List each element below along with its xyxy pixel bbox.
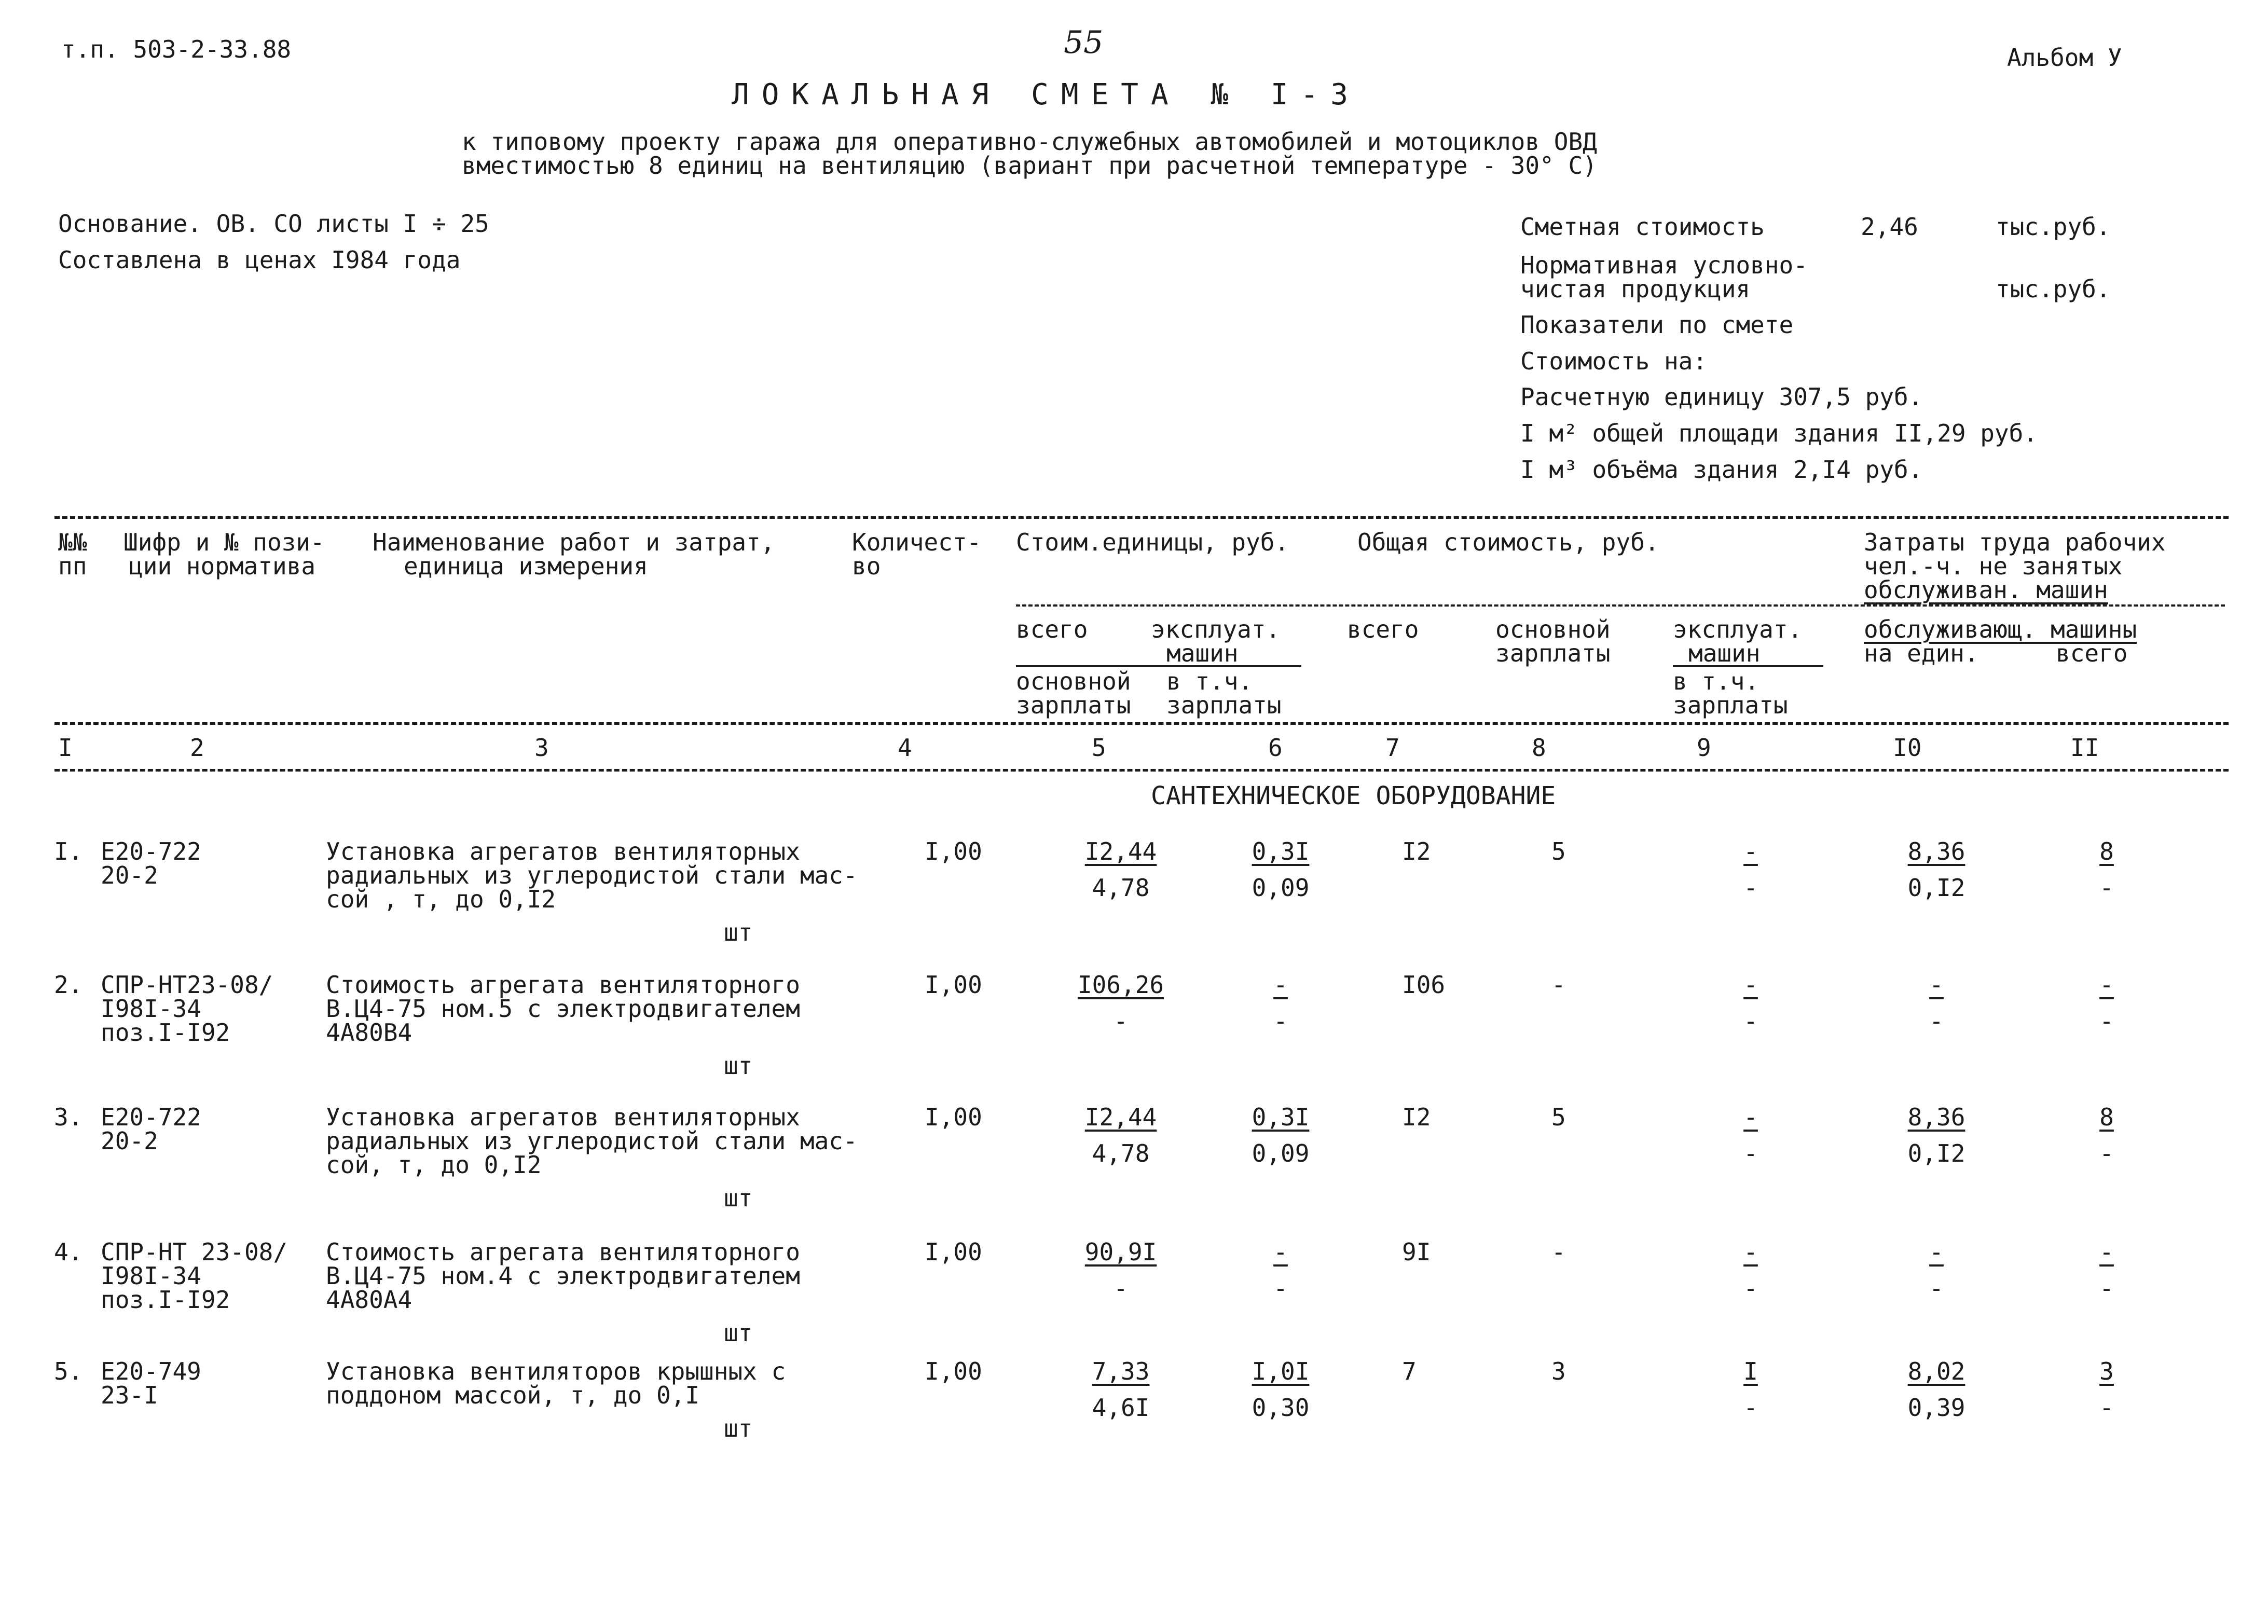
total-machines: - [1743,1103,1758,1131]
unit-of-measure: шт [724,1052,753,1080]
total-cost: I2 [1402,1103,1431,1131]
labor-header-a: Затраты труда рабочих [1864,528,2166,556]
unit-cost-wage: 4,78 [1092,874,1150,902]
unit-of-measure: шт [724,918,753,946]
unit-cost-total: 90,9I [1084,1238,1157,1266]
unit-of-measure: шт [724,1319,753,1347]
total-cost-header: Общая стоимость, руб. [1357,528,1659,556]
column-number: 2 [190,734,204,762]
estimate-cost-unit: тыс.руб. [1996,213,2111,241]
column-number: 9 [1697,734,1711,762]
work-description [326,1105,858,1177]
norm-code-line: I98I-34 [101,995,201,1023]
col1-header-a: №№ [58,528,87,556]
unit-cost-total: 7,33 [1092,1357,1150,1385]
per-m2-cost: I м² общей площади здания II,29 руб. [1520,419,2038,447]
column-number: 8 [1532,734,1546,762]
labor-machines-total: - [2099,1007,2114,1035]
norm-code-line: Е20-722 [101,837,201,865]
row-number: 5. [54,1357,83,1385]
norm-code-line: 20-2 [101,861,158,889]
labor-header-c: обслуживан. машин [1864,576,2108,604]
column-number: 6 [1268,734,1283,762]
unit-cost-machines: 0,3I [1252,837,1310,865]
unit-cost-machines-wage: 0,30 [1252,1394,1310,1422]
col5-sub-total: всего [1016,615,1088,643]
norm-code [101,971,273,1047]
unit-of-measure: шт [724,1184,753,1212]
work-description-line: Стоимость агрегата вентиляторного [326,971,800,999]
col11-sub-total: всего [2056,639,2128,667]
unit-cost-total: I06,26 [1077,971,1164,999]
col9-sub-mach-a: эксплуат. [1673,615,1803,643]
col6-sub-mach-a: эксплуат. [1151,615,1281,643]
col10-sub-a: обслуживающ. машины [1864,615,2137,643]
col4-header-a: Количест- [852,528,982,556]
norm-code-line: поз.I-I92 [101,1019,230,1047]
labor-machines-total: - [2099,874,2114,902]
total-base-wage: - [1551,1238,1566,1266]
total-machines-wage: - [1743,1394,1758,1422]
norm-code [101,1359,201,1407]
work-description-line: 4А80В4 [326,1019,413,1047]
normative-label-2: чистая продукция [1520,275,1751,303]
total-base-wage: 5 [1551,1103,1566,1131]
labor-machines-total: - [2099,1139,2114,1167]
col6-sub-mach-b: машин [1166,639,1239,667]
column-number: 7 [1385,734,1400,762]
table-top-rule [54,516,2229,519]
labor-per-unit: 8,02 [1907,1357,1965,1385]
total-machines: - [1743,837,1758,865]
total-base-wage: 5 [1551,837,1566,865]
unit-cost-machines-wage: 0,09 [1252,874,1310,902]
col9-sub-mach-b: машин [1688,639,1761,667]
col6-sub-wage-b: зарплаты [1166,691,1282,719]
total-machines: I [1743,1357,1758,1385]
work-description-line: радиальных из углеродистой стали мас- [326,1127,858,1155]
total-cost: I2 [1402,837,1431,865]
unit-cost-wage: 4,78 [1092,1139,1150,1167]
col1-header-b: пп [58,552,87,580]
col10-sub-b: на един. [1864,639,1979,667]
total-machines: - [1743,971,1758,999]
norm-code-line: Е20-749 [101,1357,201,1385]
total-cost: 9I [1402,1238,1431,1266]
labor-per-unit: 8,36 [1907,1103,1965,1131]
col8-sub-base-a: основной [1495,615,1611,643]
column-number: I0 [1893,734,1922,762]
total-machines-wage: - [1743,1139,1758,1167]
norm-code-line: СПР-НТ23-08/ [101,971,273,999]
unit-cost-wage: - [1114,1007,1128,1035]
unit-cost-machines-wage: - [1273,1007,1288,1035]
col9-sub-wage-a: в т.ч. [1673,667,1760,695]
indicators-label: Показатели по смете [1520,311,1794,339]
unit-cost-total: I2,44 [1084,1103,1157,1131]
work-description-line: поддоном массой, т, до 0,I [326,1381,700,1409]
col3-header-a: Наименование работ и затрат, [373,528,775,556]
col6-sub-wage-a: в т.ч. [1166,667,1253,695]
norm-code [101,1240,287,1312]
estimate-cost-value: 2,46 [1861,213,1918,241]
unit-cost-wage: - [1114,1274,1128,1302]
row-number: 4. [54,1238,83,1266]
unit-cost-wage: 4,6I [1092,1394,1150,1422]
labor-total: - [2099,971,2114,999]
document-subtitle-line1: к типовому проекту гаража для оперативно-служебных автомобилей и мотоциклов ОВД [462,128,1597,156]
labor-total: 8 [2099,837,2114,865]
norm-code-line: I98I-34 [101,1262,201,1290]
per-unit-cost: Расчетную единицу 307,5 руб. [1520,383,1923,411]
price-year-line: Составлена в ценах I984 года [58,246,461,274]
labor-machines-per-unit: 0,39 [1907,1394,1965,1422]
col5-sub-wage-b: зарплаты [1016,691,1131,719]
row-number: 3. [54,1103,83,1131]
labor-total: 3 [2099,1357,2114,1385]
column-number: II [2070,734,2099,762]
quantity: I,00 [925,1238,982,1266]
labor-per-unit: - [1929,971,1944,999]
col2-header-a: Шифр и № пози- [123,528,325,556]
unit-cost-machines: - [1273,971,1288,999]
total-machines-wage: - [1743,1274,1758,1302]
labor-machines-total: - [2099,1274,2114,1302]
quantity: I,00 [925,837,982,865]
labor-per-unit: 8,36 [1907,837,1965,865]
work-description-line: В.Ц4-75 ном.4 с электродвигателем [326,1262,800,1290]
column-numbers-top-rule [54,722,2229,725]
column-number: 4 [898,734,912,762]
album-label: Альбом У [2007,44,2122,72]
unit-cost-total: I2,44 [1084,837,1157,865]
total-cost: I06 [1402,971,1446,999]
normative-unit: тыс.руб. [1996,275,2111,303]
work-description-line: радиальных из углеродистой стали мас- [326,861,858,889]
document-code: т.п. 503-2-33.88 [61,35,292,63]
row-number: 2. [54,971,83,999]
estimate-cost-label: Сметная стоимость [1520,213,1765,241]
norm-code-line: 20-2 [101,1127,158,1155]
col8-sub-base-b: зарплаты [1495,639,1611,667]
work-description [326,1359,786,1407]
subheader-rule [1016,604,2225,607]
unit-cost-machines-wage: - [1273,1274,1288,1302]
work-description-line: сой, т, до 0,I2 [326,1151,542,1179]
labor-header-b: чел.-ч. не занятых [1864,552,2123,580]
col4-header-b: во [852,552,881,580]
work-description-line: Установка вентиляторов крышных с [326,1357,786,1385]
labor-per-unit: - [1929,1238,1944,1266]
unit-of-measure: шт [724,1414,753,1442]
page-number: 55 [1064,24,1104,61]
norm-code [101,1105,201,1153]
col7-sub-total: всего [1347,615,1419,643]
col9-sub-wage-b: зарплаты [1673,691,1788,719]
col5-sub-wage-a: основной [1016,667,1131,695]
work-description-line: сой , т, до 0,I2 [326,885,556,913]
norm-code-line: СПР-НТ 23-08/ [101,1238,288,1266]
quantity: I,00 [925,1357,982,1385]
unit-cost-machines: - [1273,1238,1288,1266]
labor-machines-per-unit: - [1929,1274,1944,1302]
col3-header-b: единица измерения [404,552,648,580]
unit-cost-machines: 0,3I [1252,1103,1310,1131]
labor-machines-per-unit: 0,I2 [1907,1139,1965,1167]
work-description [326,839,858,911]
norm-code [101,839,201,887]
work-description-line: 4А80А4 [326,1286,413,1314]
column-number: 5 [1092,734,1106,762]
quantity: I,00 [925,1103,982,1131]
total-base-wage: 3 [1551,1357,1566,1385]
cost-on-label: Стоимость на: [1520,347,1708,375]
normative-label-1: Нормативная условно- [1520,251,1808,279]
basis-line: Основание. ОВ. СО листы I ÷ 25 [58,210,489,238]
norm-code-line: 23-I [101,1381,158,1409]
work-description-line: Установка агрегатов вентиляторных [326,1103,800,1131]
work-description [326,971,800,1047]
total-cost: 7 [1402,1357,1417,1385]
document-subtitle-line2: вместимостью 8 единиц на вентиляцию (вариант при расчетной температуре - 30° С) [462,152,1597,180]
column-number: I [58,734,73,762]
section-title: САНТЕХНИЧЕСКОЕ ОБОРУДОВАНИЕ [1151,781,1556,810]
total-base-wage: - [1551,971,1566,999]
labor-machines-total: - [2099,1394,2114,1422]
total-machines-wage: - [1743,1007,1758,1035]
labor-total: 8 [2099,1103,2114,1131]
row-number: I. [54,837,83,865]
column-number: 3 [534,734,549,762]
document-title: ЛОКАЛЬНАЯ СМЕТА № I-3 [732,78,1361,112]
labor-machines-per-unit: 0,I2 [1907,874,1965,902]
unit-cost-machines-wage: 0,09 [1252,1139,1310,1167]
work-description-line: Установка агрегатов вентиляторных [326,837,800,865]
per-m3-cost: I м³ объёма здания 2,I4 руб. [1520,456,1923,484]
total-machines-wage: - [1743,874,1758,902]
total-machines: - [1743,1238,1758,1266]
work-description [326,1240,800,1312]
unit-cost-machines: I,0I [1252,1357,1310,1385]
labor-machines-per-unit: - [1929,1007,1944,1035]
norm-code-line: поз.I-I92 [101,1286,230,1314]
col2-header-b: ции норматива [129,552,316,580]
unit-cost-header: Стоим.единицы, руб. [1016,528,1289,556]
labor-total: - [2099,1238,2114,1266]
quantity: I,00 [925,971,982,999]
column-numbers-bottom-rule [54,769,2229,772]
work-description-line: В.Ц4-75 ном.5 с электродвигателем [326,995,800,1023]
norm-code-line: Е20-722 [101,1103,201,1131]
work-description-line: Стоимость агрегата вентиляторного [326,1238,800,1266]
